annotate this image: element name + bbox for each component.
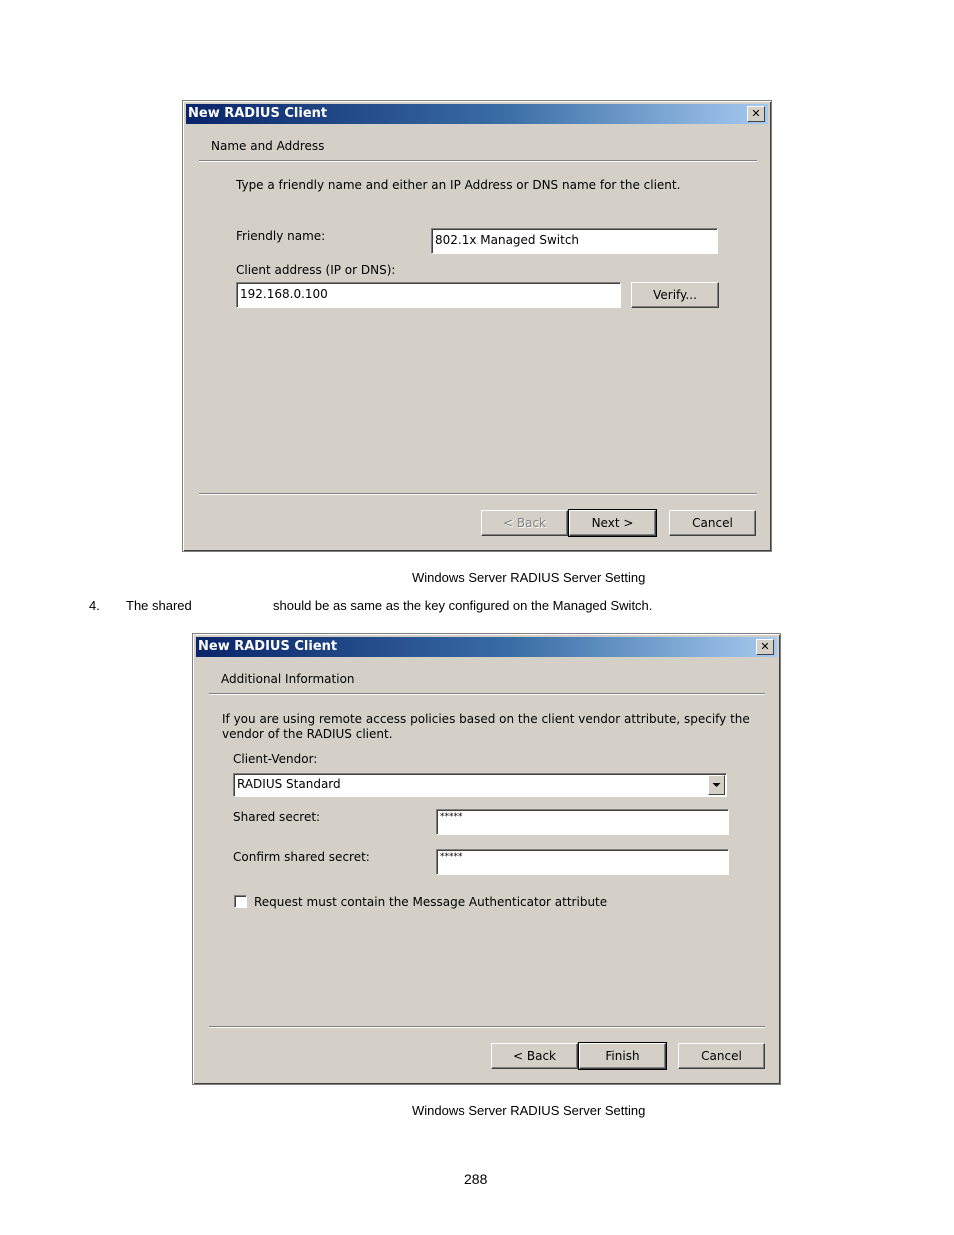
friendly-name-input[interactable]: 802.1x Managed Switch [431,228,718,254]
cancel-button[interactable]: Cancel [669,510,756,536]
back-button[interactable]: < Back [481,510,568,536]
client-vendor-label: Client-Vendor: [233,752,318,766]
instruction-line-2: vendor of the RADIUS client. [222,727,393,741]
cancel-button[interactable]: Cancel [678,1043,765,1069]
back-button[interactable]: < Back [491,1043,578,1069]
client-vendor-value: RADIUS Standard [237,777,341,791]
client-address-label: Client address (IP or DNS): [236,263,396,277]
new-radius-client-dialog-1 [182,100,772,552]
figure-caption-2: Windows Server RADIUS Server Setting [412,1103,646,1118]
client-vendor-select[interactable] [233,773,727,797]
instruction-line-1: If you are using remote access policies based on the client vendor attribute, specify the [222,712,750,726]
finish-button[interactable]: Finish [579,1043,666,1069]
dialog-title-bar [196,637,777,657]
header-divider [209,693,765,695]
shared-secret-label: Shared secret: [233,810,321,824]
friendly-name-label-text: Friendly name: [236,229,326,243]
instruction-text: Type a friendly name and either an IP Address or DNS name for the client. [236,178,681,192]
section-title: Additional Information [221,672,355,686]
dialog-title: New RADIUS Client [188,106,328,121]
next-button[interactable]: Next > [569,510,656,536]
dialog-title-bar [186,104,768,124]
step-text-before: The shared [126,598,192,613]
friendly-name-label [236,229,325,243]
dialog-title: New RADIUS Client [198,639,338,654]
verify-button[interactable]: Verify... [631,282,719,308]
section-title: Name and Address [211,139,325,153]
close-icon[interactable]: ✕ [756,639,774,655]
step-text-after: should be as same as the key configured on the Managed Switch. [273,598,653,613]
header-divider [199,160,757,162]
close-icon[interactable]: ✕ [747,106,765,122]
shared-secret-input[interactable]: ***** [436,809,729,835]
confirm-secret-label: Confirm shared secret: [233,850,370,864]
figure-caption-1: Windows Server RADIUS Server Setting [412,570,646,585]
chevron-down-icon[interactable] [708,775,725,795]
step-number: 4. [89,598,100,613]
message-authenticator-checkbox[interactable] [234,895,247,908]
footer-divider [199,493,757,495]
confirm-secret-input[interactable]: ***** [436,849,729,875]
page-number: 288 [464,1171,488,1187]
footer-divider [209,1026,765,1028]
new-radius-client-dialog-2 [192,633,781,1085]
client-address-input[interactable]: 192.168.0.100 [236,282,621,308]
message-authenticator-label[interactable]: Request must contain the Message Authenticator attribute [254,895,608,909]
